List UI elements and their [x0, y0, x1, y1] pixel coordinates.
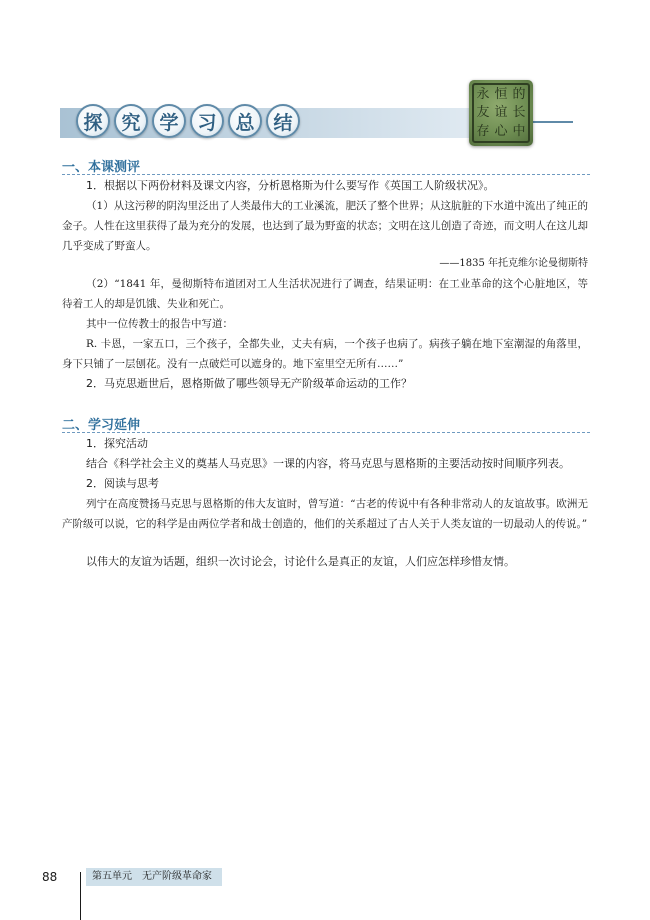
banner-char: 探 — [76, 104, 110, 138]
banner-char: 结 — [266, 104, 300, 138]
section-heading-assessment: 一、本课测评 — [62, 160, 141, 175]
reading-quote: 列宁在高度赞扬马克思与恩格斯的伟大友谊时，曾写道：“古老的传说中有各种非常动人的友谊故事。欧洲无产阶级可以说，它的科学是由两位学者和战士创造的，他们的关系超过了古人关于人类友谊的一切最动人的传说。” — [62, 498, 588, 530]
footer-divider — [80, 872, 81, 920]
subheading-inquiry: 1．探究活动 — [86, 437, 148, 450]
seal-glyph: 心 — [494, 124, 508, 140]
material-2-intro: 其中一位传教士的报告中写道： — [86, 318, 233, 330]
banner-char: 习 — [190, 104, 224, 138]
seal-frame — [472, 83, 530, 143]
material-1-source: ——1835 年托克维尔论曼彻斯特 — [439, 258, 588, 269]
seal-glyph: 中 — [512, 124, 526, 140]
subheading-reading: 2．阅读与思考 — [86, 477, 159, 490]
inquiry-text: 结合《科学社会主义的奠基人马克思》一课的内容，将马克思与恩格斯的主要活动按时间顺序列表。 — [86, 457, 570, 470]
seal-glyph: 友 — [476, 105, 490, 121]
banner-char: 学 — [152, 104, 186, 138]
seal-glyph: 存 — [476, 124, 490, 140]
page-number: 88 — [42, 870, 58, 884]
discussion-text: 以伟大的友谊为话题，组织一次讨论会，讨论什么是真正的友谊，人们应怎样珍惜友情。 — [86, 555, 515, 568]
material-2-quote: R. 卡恩，一家五口，三个孩子，全都失业，丈夫有病，一个孩子也病了。病孩子躺在地下室潮湿的角落里，身下只铺了一层刨花。没有一点破烂可以遮身的。地下室里空无所有……” — [62, 338, 588, 370]
unit-label: 第五单元 无产阶级革命家 — [86, 868, 222, 886]
section-rule — [62, 432, 590, 433]
section-rule — [62, 174, 590, 175]
banner-char: 究 — [114, 104, 148, 138]
seal-glyph: 谊 — [494, 105, 508, 121]
material-1: （1）从这污秽的阴沟里泛出了人类最伟大的工业溪流，肥沃了整个世界；从这肮脏的下水道中流出了纯正的金子。人性在这里获得了最为充分的发展，也达到了最为野蛮的状态；文明在这儿创造了奇迹，而文明人在这儿却几乎变成了野蛮人。 — [62, 200, 588, 252]
banner-char: 总 — [228, 104, 262, 138]
material-2: （2）“1841 年，曼彻斯特布道团对工人生活状况进行了调查，结果证明：在工业革命的这个心脏地区，等待着工人的却是饥饿、失业和死亡。 — [62, 278, 588, 310]
section-banner-title — [76, 104, 300, 140]
section-heading-extension: 二、学习延伸 — [62, 418, 141, 433]
seal-stamp-image — [469, 80, 533, 146]
seal-glyph: 长 — [512, 105, 526, 121]
question-1: 1．根据以下两份材料及课文内容，分析恩格斯为什么要写作《英国工人阶级状况》。 — [86, 179, 495, 192]
seal-glyph: 永 — [476, 86, 490, 102]
seal-glyph: 的 — [512, 86, 526, 102]
seal-glyph: 恒 — [494, 86, 508, 102]
question-2: 2．马克思逝世后，恩格斯做了哪些领导无产阶级革命运动的工作？ — [86, 377, 412, 390]
